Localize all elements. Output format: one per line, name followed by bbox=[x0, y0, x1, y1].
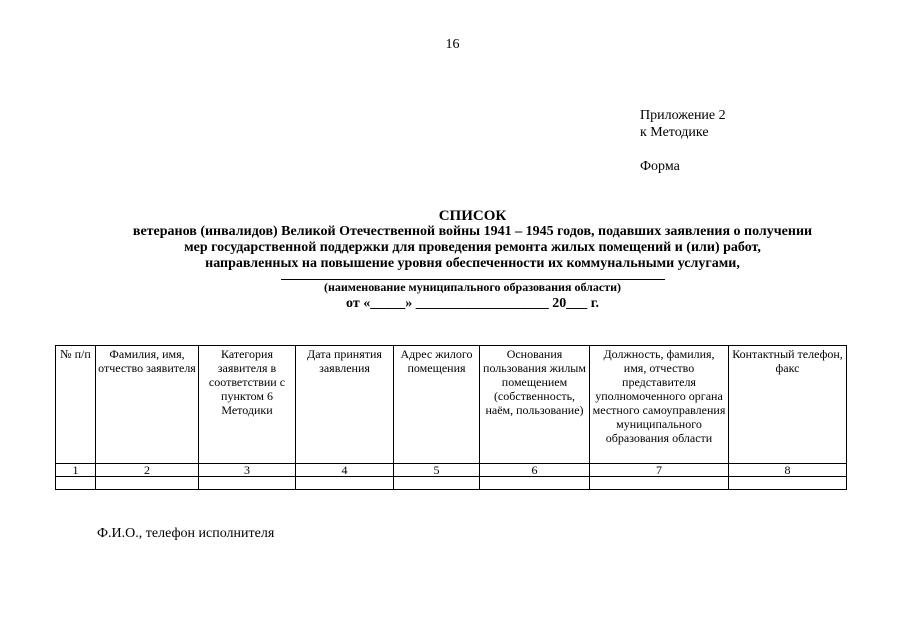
column-number-cell: 5 bbox=[394, 464, 480, 477]
empty-cell bbox=[590, 477, 729, 490]
column-number-cell: 4 bbox=[296, 464, 394, 477]
title-line-1: ветеранов (инвалидов) Великой Отечественной войны 1941 – 1945 годов, подавших заявления о получении bbox=[132, 224, 813, 239]
document-title: СПИСОК bbox=[438, 208, 507, 224]
veterans-list-table bbox=[55, 345, 847, 490]
header-cell-full-name: Фамилия, имя, отчество заявителя bbox=[96, 346, 199, 464]
appendix-line-1: Приложение 2 bbox=[640, 108, 726, 123]
header-cell-basis: Основания пользования жилым помещением (собственность, наём, пользование) bbox=[480, 346, 590, 464]
empty-cell bbox=[296, 477, 394, 490]
header-cell-address: Адрес жилого помещения bbox=[394, 346, 480, 464]
empty-cell bbox=[96, 477, 199, 490]
header-cell-category: Категория заявителя в соответствии с пунктом 6 Методики bbox=[199, 346, 296, 464]
header-cell-contact: Контактный телефон, факс bbox=[729, 346, 847, 464]
column-number-cell: 1 bbox=[56, 464, 96, 477]
column-number-cell: 3 bbox=[199, 464, 296, 477]
header-cell-date: Дата принятия заявления bbox=[296, 346, 394, 464]
appendix-line-2: к Методике bbox=[640, 125, 709, 140]
executor-label: Ф.И.О., телефон исполнителя bbox=[97, 526, 275, 541]
header-cell-representative: Должность, фамилия, имя, отчество представителя уполномоченного органа местного самоуправления муниципального образования области bbox=[590, 346, 729, 464]
appendix-note bbox=[640, 107, 726, 141]
empty-cell bbox=[394, 477, 480, 490]
column-number-cell: 8 bbox=[729, 464, 847, 477]
date-line: от «_____» ___________________ 20___ г. bbox=[346, 296, 599, 311]
empty-cell bbox=[729, 477, 847, 490]
empty-cell bbox=[199, 477, 296, 490]
empty-cell bbox=[56, 477, 96, 490]
page-number: 16 bbox=[445, 37, 460, 52]
column-number-cell: 7 bbox=[590, 464, 729, 477]
empty-cell bbox=[480, 477, 590, 490]
header-cell-number: № п/п bbox=[56, 346, 96, 464]
table-header-row bbox=[56, 346, 847, 464]
title-line-2: мер государственной поддержки для проведения ремонта жилых помещений и (или) работ, bbox=[184, 240, 761, 255]
title-line-3: направленных на повышение уровня обеспеченности их коммунальными услугами, bbox=[205, 256, 740, 271]
column-number-cell: 6 bbox=[480, 464, 590, 477]
document-title-block bbox=[40, 208, 905, 312]
form-label: Форма bbox=[640, 159, 680, 174]
municipality-caption: (наименование муниципального образования области) bbox=[323, 280, 622, 294]
table-number-row bbox=[56, 464, 847, 477]
column-number-cell: 2 bbox=[96, 464, 199, 477]
table-empty-row bbox=[56, 477, 847, 490]
